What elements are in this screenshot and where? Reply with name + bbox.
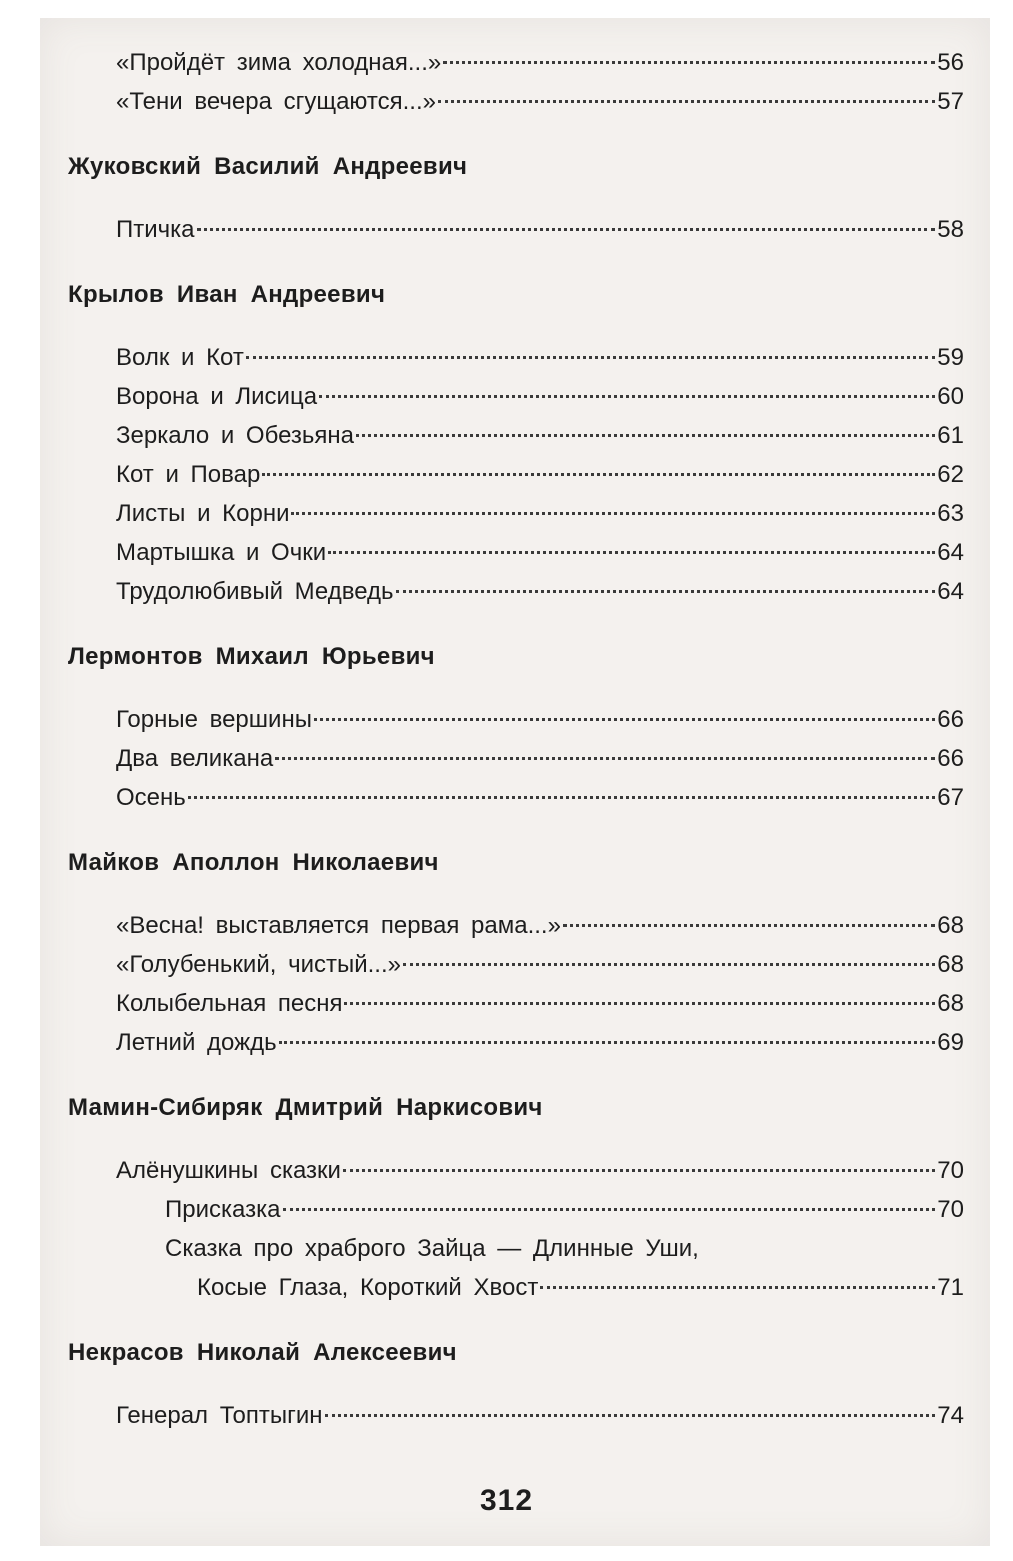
dot-leader: [343, 1169, 935, 1172]
dot-leader: [403, 963, 935, 966]
toc-entry: [68, 215, 964, 254]
toc-entry: [68, 911, 964, 950]
toc-entry: [68, 783, 964, 822]
dot-leader: [540, 1286, 935, 1289]
entry-title: Кот и Повар: [116, 461, 261, 488]
toc-entry: [68, 48, 964, 87]
entry-page: 70: [937, 1157, 964, 1184]
entry-page: 59: [937, 344, 964, 371]
toc-entry: [68, 460, 964, 499]
dot-leader: [563, 924, 935, 927]
entry-title: «Весна! выставляется первая рама...»: [116, 912, 561, 939]
toc-entry: [68, 950, 964, 989]
dot-leader: [325, 1414, 936, 1417]
entry-title: Алёнушкины сказки: [116, 1157, 341, 1184]
entry-page: 69: [937, 1029, 964, 1056]
entry-page: 58: [937, 216, 964, 243]
toc-entry: [68, 499, 964, 538]
entry-title-line1: Сказка про храброго Зайца — Длинные Уши,: [165, 1235, 699, 1262]
toc-entry: [68, 421, 964, 460]
author-heading: Жуковский Василий Андреевич: [68, 153, 468, 180]
entry-title: Зеркало и Обезьяна: [116, 422, 354, 449]
toc-entry: [68, 1156, 964, 1195]
toc-entry: [68, 1028, 964, 1067]
entry-page: 68: [937, 951, 964, 978]
dot-leader: [396, 590, 936, 593]
entry-page: 66: [937, 745, 964, 772]
toc-subentry-multiline: [68, 1234, 964, 1312]
author-heading: Майков Аполлон Николаевич: [68, 849, 439, 876]
dot-leader: [262, 473, 935, 476]
entry-title: Два великана: [116, 745, 274, 772]
entry-page: 64: [937, 539, 964, 566]
toc-entry: [68, 577, 964, 616]
author-heading: Крылов Иван Андреевич: [68, 281, 386, 308]
entry-title: Листы и Корни: [116, 500, 290, 527]
toc-entry: [68, 538, 964, 577]
entry-page: 61: [937, 422, 964, 449]
toc-entry: [68, 382, 964, 421]
entry-title: Горные вершины: [116, 706, 312, 733]
dot-leader: [246, 356, 935, 359]
toc-entry: [68, 705, 964, 744]
entry-title: «Тени вечера сгущаются...»: [116, 88, 436, 115]
entry-page: 74: [937, 1402, 964, 1429]
dot-leader: [328, 551, 935, 554]
author-heading: Мамин-Сибиряк Дмитрий Наркисович: [68, 1094, 543, 1121]
entry-title: Осень: [116, 784, 186, 811]
dot-leader: [319, 395, 935, 398]
entry-page: 64: [937, 578, 964, 605]
entry-page: 71: [937, 1274, 964, 1301]
entry-title: «Голубенький, чистый...»: [116, 951, 401, 978]
dot-leader: [356, 434, 935, 437]
table-of-contents: [68, 48, 964, 1440]
entry-page: 57: [937, 88, 964, 115]
entry-title: Летний дождь: [116, 1029, 277, 1056]
dot-leader: [443, 61, 935, 64]
entry-page: 56: [937, 49, 964, 76]
dot-leader: [275, 757, 935, 760]
toc-entry: [68, 989, 964, 1028]
dot-leader: [291, 512, 935, 515]
toc-subentry: [68, 1195, 964, 1234]
author-heading: Некрасов Николай Алексеевич: [68, 1339, 457, 1366]
entry-title: Ворона и Лисица: [116, 383, 318, 410]
entry-page: 70: [937, 1196, 964, 1223]
entry-page: 67: [937, 784, 964, 811]
dot-leader: [438, 100, 935, 103]
entry-title: Генерал Топтыгин: [116, 1402, 323, 1429]
entry-title: Мартышка и Очки: [116, 539, 327, 566]
entry-page: 63: [937, 500, 964, 527]
toc-entry: [68, 1401, 964, 1440]
entry-title: Птичка: [116, 216, 195, 243]
entry-title: Колыбельная песня: [116, 990, 343, 1017]
entry-title: Трудолюбивый Медведь: [116, 578, 394, 605]
entry-page: 68: [937, 912, 964, 939]
dot-leader: [279, 1041, 936, 1044]
dot-leader: [188, 796, 936, 799]
entry-page: 62: [937, 461, 964, 488]
entry-title: «Пройдёт зима холодная...»: [116, 49, 442, 76]
toc-entry: [68, 343, 964, 382]
entry-title: Присказка: [165, 1196, 281, 1223]
dot-leader: [283, 1208, 936, 1211]
entry-title-line2: Косые Глаза, Короткий Хвост: [197, 1274, 539, 1301]
author-heading: Лермонтов Михаил Юрьевич: [68, 643, 435, 670]
page-number: 312: [479, 1484, 534, 1517]
dot-leader: [314, 718, 935, 721]
entry-page: 60: [937, 383, 964, 410]
toc-entry: [68, 744, 964, 783]
dot-leader: [344, 1002, 935, 1005]
entry-title: Волк и Кот: [116, 344, 244, 371]
toc-entry: [68, 87, 964, 126]
entry-page: 66: [937, 706, 964, 733]
dot-leader: [197, 228, 936, 231]
entry-page: 68: [937, 990, 964, 1017]
